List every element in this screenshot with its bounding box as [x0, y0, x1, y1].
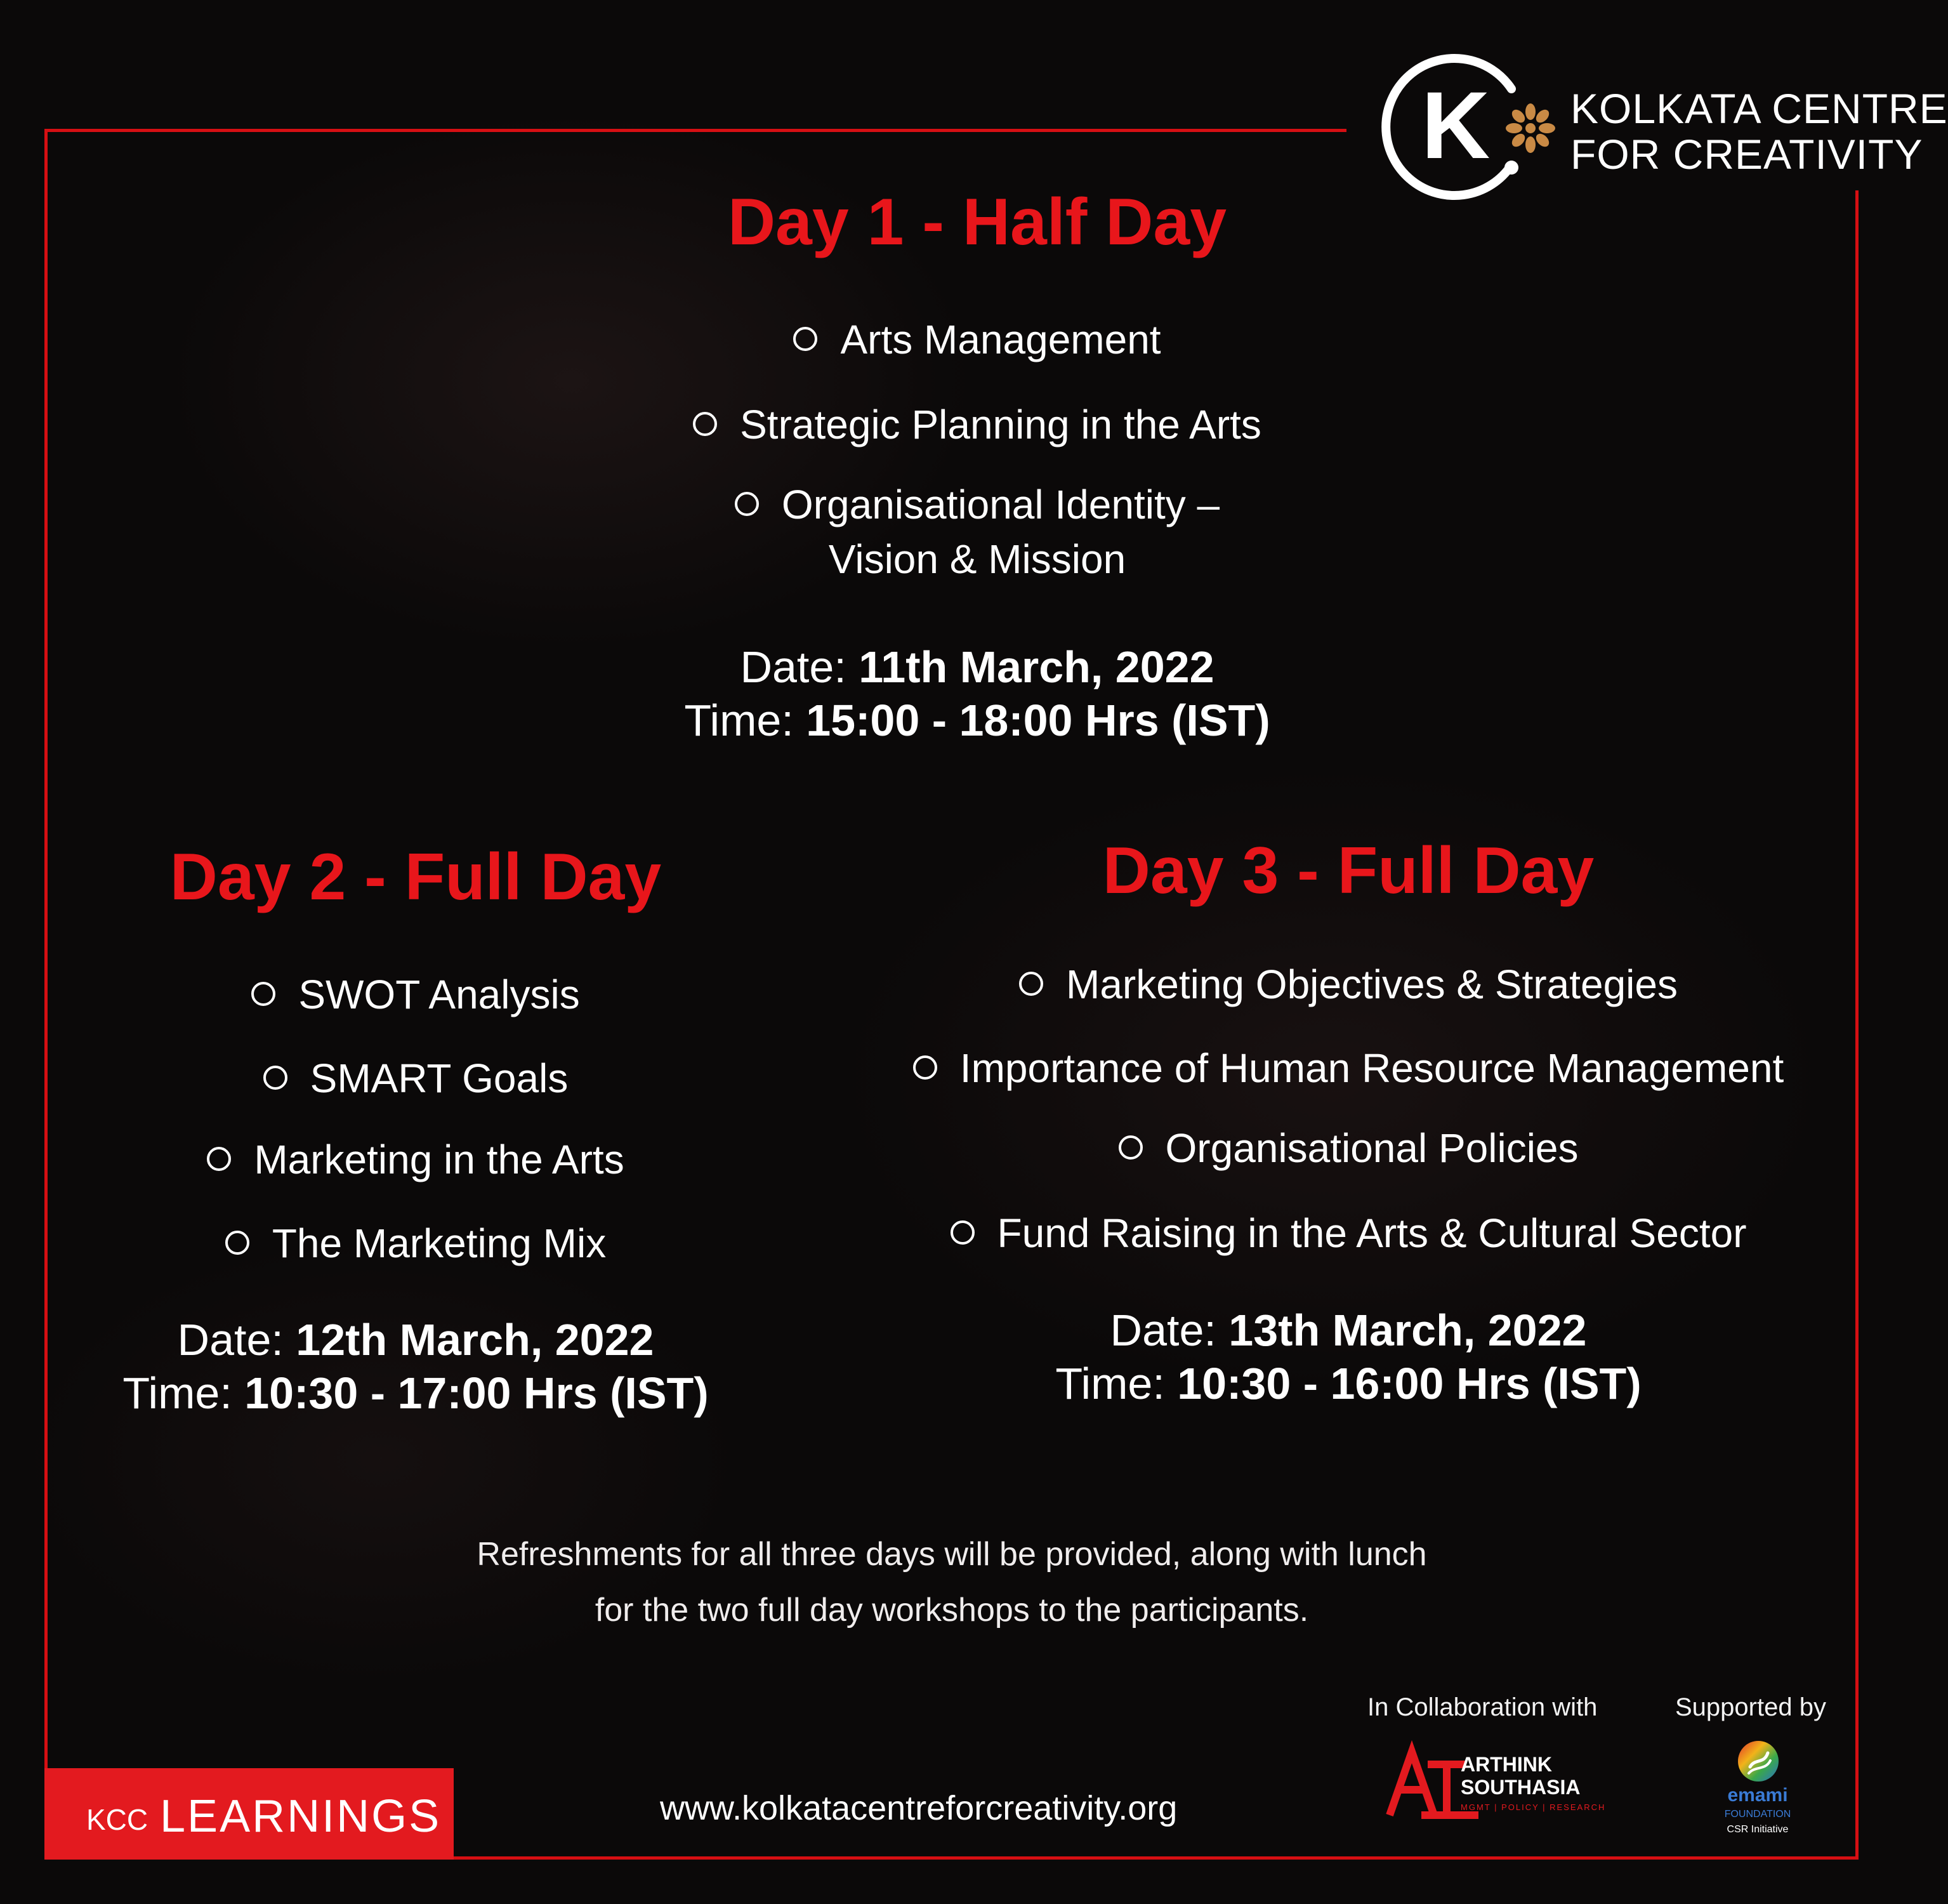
day2-title: Day 2 - Full Day	[169, 840, 662, 914]
day3-time: Time: 10:30 - 16:00 Hrs (IST)	[1055, 1359, 1642, 1408]
day2-date: Date: 12th March, 2022	[177, 1315, 654, 1365]
emami-csr-label: CSR Initiative	[1727, 1824, 1789, 1835]
day1-title: Day 1 - Half Day	[727, 185, 1227, 259]
emami-foundation-label: FOUNDATION	[1724, 1809, 1791, 1820]
bullet-circle-icon	[225, 1231, 249, 1255]
learnings-label: LEARNINGS	[160, 1791, 442, 1842]
day1-time: Time: 15:00 - 18:00 Hrs (IST)	[684, 696, 1270, 745]
arthink-tagline: MGMT | POLICY | RESEARCH	[1461, 1802, 1606, 1812]
day3-item-4: Fund Raising in the Arts & Cultural Sector	[777, 1206, 1919, 1260]
day1-item-3: Organisational Identity –	[533, 477, 1421, 532]
day2-item-3: Marketing in the Arts	[82, 1132, 749, 1187]
collab-label: In Collaboration with	[1367, 1693, 1598, 1721]
refreshments-note	[190, 1526, 1713, 1639]
support-label: Supported by	[1675, 1693, 1826, 1721]
bullet-circle-icon	[1019, 972, 1043, 996]
day1-item-1: Arts Management	[533, 312, 1421, 367]
bullet-circle-icon	[263, 1066, 287, 1090]
brand-name-line1: KOLKATA CENTRE	[1570, 85, 1948, 132]
frame-left-line	[44, 129, 48, 1860]
brand-name-line2: FOR CREATIVITY	[1570, 131, 1923, 178]
bullet-circle-icon	[693, 412, 717, 436]
emami-name: emami	[1727, 1785, 1788, 1806]
arthink-name-line2: SOUTHASIA	[1461, 1776, 1581, 1799]
bullet-circle-icon	[913, 1055, 937, 1080]
day1-item-3-cont: Vision & Mission	[828, 536, 1126, 582]
bullet-circle-icon	[793, 327, 817, 351]
arthink-logo	[1383, 1739, 1612, 1834]
frame-right-line	[1855, 190, 1859, 1860]
day3-item-3: Organisational Policies	[777, 1121, 1919, 1175]
day2-item-1: SWOT Analysis	[82, 967, 749, 1022]
bullet-circle-icon	[951, 1220, 975, 1245]
arthink-name-line1: ARTHINK	[1461, 1753, 1552, 1776]
day3-item-2: Importance of Human Resource Management	[777, 1041, 1919, 1095]
asterisk-icon	[1505, 103, 1556, 154]
emami-logo	[1713, 1739, 1802, 1847]
note-line-2: for the two full day workshops to the participants.	[595, 1592, 1309, 1629]
day1-item-2: Strategic Planning in the Arts	[533, 397, 1421, 452]
kcc-logo	[1371, 44, 1948, 209]
frame-top-line	[44, 129, 1346, 132]
day2-item-4: The Marketing Mix	[82, 1216, 749, 1271]
note-line-1: Refreshments for all three days will be provided, along with lunch	[477, 1536, 1427, 1573]
bullet-circle-icon	[207, 1147, 231, 1171]
website-link[interactable]: www.kolkatacentreforcreativity.org	[660, 1789, 1178, 1827]
day3-item-1: Marketing Objectives & Strategies	[777, 957, 1919, 1012]
kcc-learnings-badge	[44, 1768, 454, 1860]
day3-date: Date: 13th March, 2022	[1110, 1306, 1587, 1355]
logo-letter: K	[1421, 72, 1491, 178]
emami-flame-icon	[1736, 1739, 1780, 1783]
day2-item-2: SMART Goals	[82, 1051, 749, 1106]
day1-date: Date: 11th March, 2022	[740, 642, 1214, 692]
bullet-circle-icon	[1119, 1135, 1143, 1160]
bullet-circle-icon	[251, 982, 275, 1006]
day2-time: Time: 10:30 - 17:00 Hrs (IST)	[122, 1368, 709, 1418]
kcc-small-label: KCC	[86, 1803, 148, 1836]
bullet-circle-icon	[735, 492, 759, 516]
day3-title: Day 3 - Full Day	[1102, 834, 1595, 908]
